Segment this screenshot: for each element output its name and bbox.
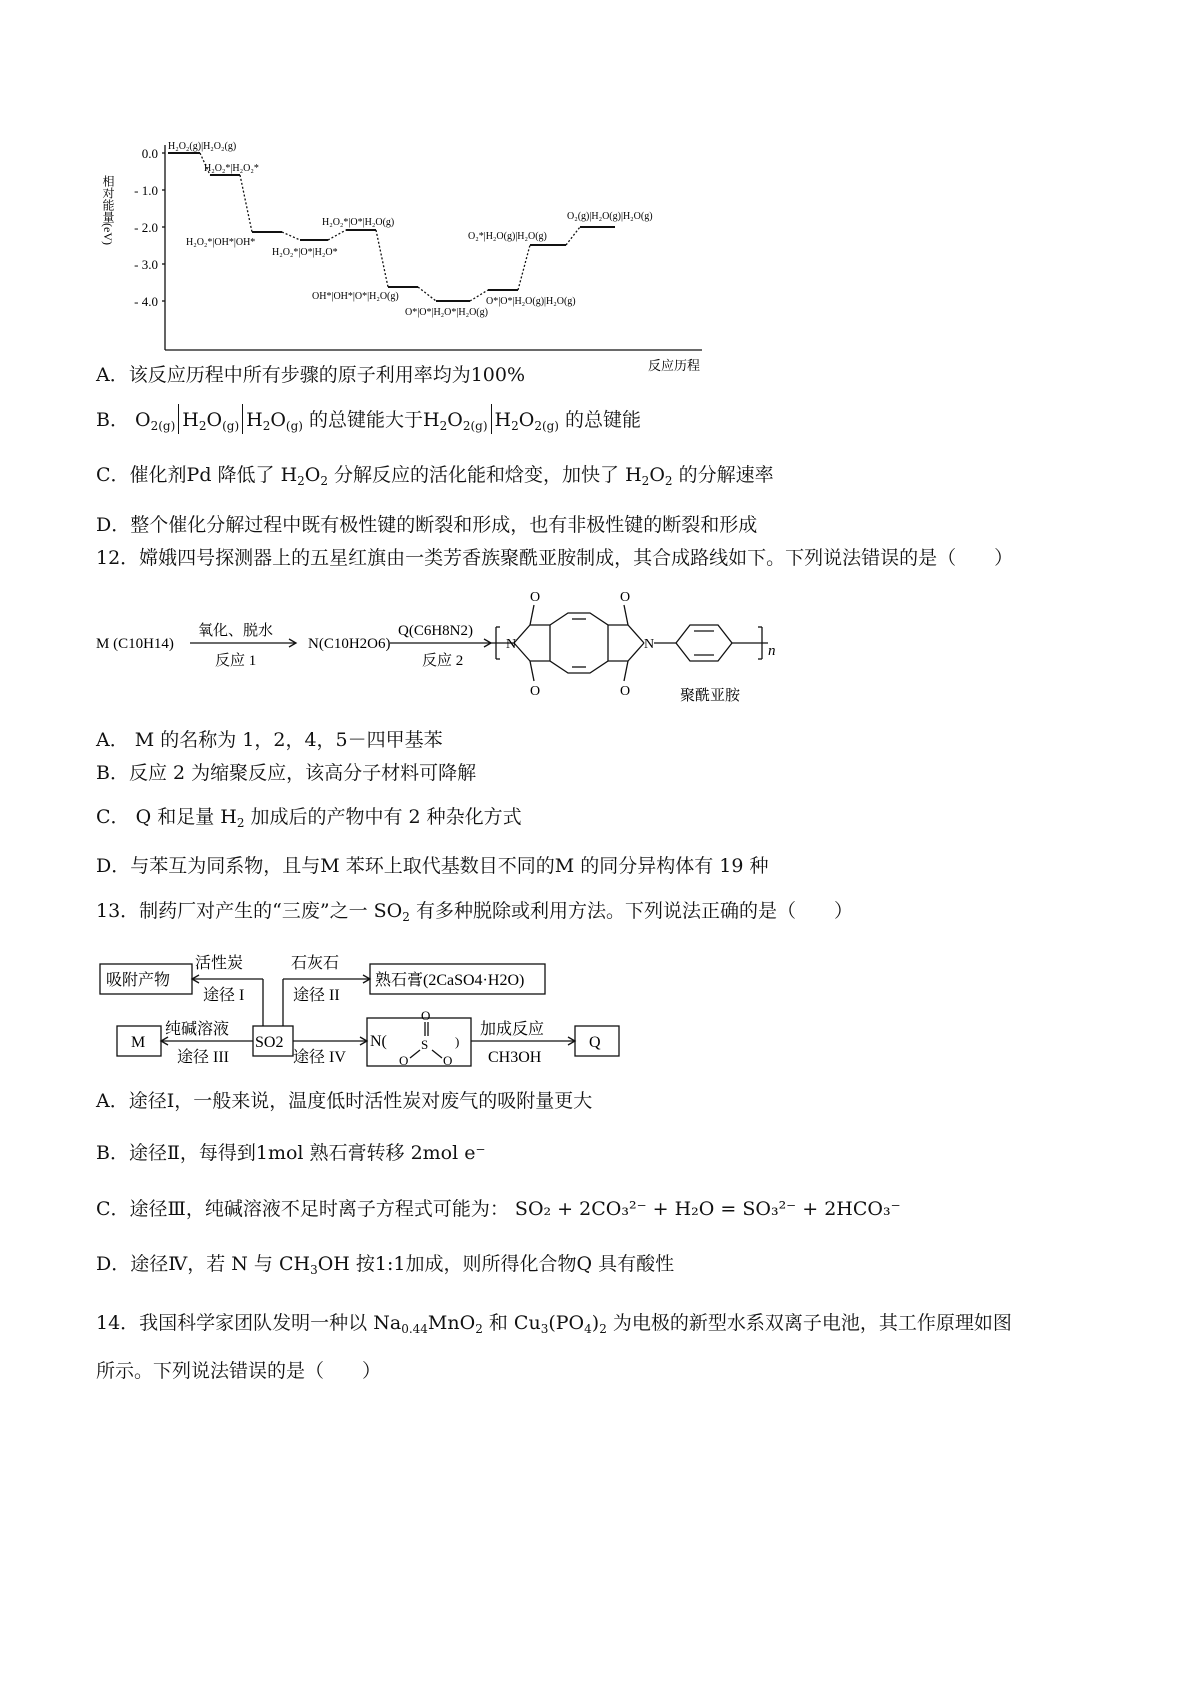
q13-option-d: D．途径Ⅳ，若 N 与 $CH_3OH$ 按1:1加成，则所得化合物Q 具有酸性 bbox=[96, 1253, 675, 1277]
q12-option-c: C． Q 和足量 $H_2$ 加成后的产物中有 2 种杂化方式 bbox=[96, 806, 522, 830]
route-r2-bottom: 反应 2 bbox=[422, 653, 464, 669]
q11-option-c-p3: 的分解速率 bbox=[678, 464, 774, 486]
q11-option-b-mid: 的总键能大于 bbox=[309, 409, 424, 431]
q14-line1-p2: 和 bbox=[488, 1312, 508, 1334]
flow-carbon: 活性炭 bbox=[195, 955, 244, 972]
state-label-5: H₂O₂*|O*|H₂O(g) bbox=[322, 217, 395, 228]
q13-option-c bbox=[96, 1196, 901, 1222]
q13-stem-p1: 13．制药厂对产生的“三废”之一 bbox=[96, 900, 368, 922]
ytick-1: - 1.0 bbox=[134, 183, 158, 198]
flow-soda: 纯碱溶液 bbox=[165, 1021, 230, 1038]
state-label-2: H₂O₂*|H₂O₂* bbox=[204, 163, 259, 174]
polyimide-synthesis-route bbox=[90, 585, 810, 710]
route-r2-top: Q(C6H8N2) bbox=[398, 623, 473, 639]
q13-option-b: B．途径Ⅱ，每得到1mol 熟石膏转移 2mol e⁻ bbox=[96, 1142, 486, 1164]
q14-line1-p3: 为电极的新型水系双离子电池，其工作原理如图 bbox=[612, 1312, 1012, 1334]
flow-addition: 加成反应 bbox=[480, 1021, 545, 1038]
q11-option-c-p1: C．催化剂Pd 降低了 bbox=[96, 464, 275, 486]
q13-stem: 13．制药厂对产生的“三废”之一 $SO_2$ 有多种脱除或利用方法。下列说法正确的是（ ） bbox=[96, 900, 853, 924]
svg-text:O: O bbox=[530, 590, 541, 605]
svg-text:O: O bbox=[530, 684, 541, 699]
q13-option-a: A．途径Ⅰ，一般来说，温度低时活性炭对废气的吸附量更大 bbox=[96, 1090, 593, 1112]
ytick-4: - 4.0 bbox=[134, 294, 158, 309]
flow-path3: 途径 III bbox=[177, 1049, 229, 1066]
svg-text:O: O bbox=[421, 1008, 431, 1023]
q14-stem-line-2: 所示。下列说法错误的是（ ） bbox=[96, 1360, 382, 1382]
flow-limestone: 石灰石 bbox=[291, 955, 340, 972]
svg-text:O: O bbox=[443, 1053, 453, 1068]
q13-option-d-p1: D．途径Ⅳ，若 N 与 bbox=[96, 1253, 273, 1275]
state-label-9: O₂*|H₂O(g)|H₂O(g) bbox=[468, 231, 547, 242]
q12-option-c-p1: C． Q 和足量 bbox=[96, 806, 215, 828]
q11-option-c-p2: 分解反应的活化能和焓变，加快了 bbox=[334, 464, 620, 486]
ytick-2: - 2.0 bbox=[134, 220, 158, 235]
ytick-0: 0.0 bbox=[141, 146, 158, 161]
svg-text:N: N bbox=[506, 637, 517, 652]
flow-so2: SO2 bbox=[255, 1034, 284, 1051]
q14-line1-p1: 14．我国科学家团队发明一种以 bbox=[96, 1312, 368, 1334]
flow-path2: 途径 II bbox=[293, 987, 340, 1004]
state-label-1: H₂O₂(g)|H₂O₂(g) bbox=[168, 141, 237, 152]
flow-path4: 途径 IV bbox=[293, 1049, 346, 1066]
q11-option-b-formula-2: $H_2O_{2(g)}$ $H_2O_{2(g)}$ bbox=[423, 409, 559, 431]
state-label-3: H₂O₂*|OH*|OH* bbox=[186, 237, 256, 248]
svg-text:S: S bbox=[421, 1037, 429, 1052]
energy-profile-diagram bbox=[100, 135, 740, 375]
q11-option-b-prefix: B． bbox=[96, 409, 129, 431]
svg-text:O: O bbox=[399, 1053, 409, 1068]
flow-q: Q bbox=[589, 1034, 601, 1051]
flow-m: M bbox=[131, 1034, 146, 1051]
q12-option-b: B．反应 2 为缩聚反应，该高分子材料可降解 bbox=[96, 762, 477, 784]
flow-path1: 途径 I bbox=[203, 987, 245, 1004]
svg-text:): ) bbox=[455, 1034, 460, 1049]
q13-stem-p2: 有多种脱除或利用方法。下列说法正确的是（ ） bbox=[415, 900, 853, 922]
q13-option-c-p1: C．途径Ⅲ，纯碱溶液不足时离子方程式可能为： bbox=[96, 1198, 509, 1220]
route-n: N(C10H2O6) bbox=[308, 636, 391, 652]
ytick-3: - 3.0 bbox=[134, 257, 158, 272]
q14-stem-line-1: 14．我国科学家团队发明一种以 $Na_{0.44}MnO_2$ 和 $Cu_3(PO_4)_2$ 为电极的新型水系双离子电池，其工作原理如图 bbox=[96, 1312, 1012, 1336]
q11-option-b bbox=[96, 404, 641, 439]
svg-text:O: O bbox=[620, 684, 631, 699]
route-subscript-n: n bbox=[768, 643, 776, 659]
flow-adsorb: 吸附产物 bbox=[106, 972, 171, 989]
q12-option-a: A． M 的名称为 1，2，4，5－四甲基苯 bbox=[96, 729, 443, 751]
state-label-10: O₂(g)|H₂O(g)|H₂O(g) bbox=[567, 211, 653, 222]
state-label-4: H₂O₂*|O*|H₂O* bbox=[272, 247, 338, 258]
flow-n-box: N( bbox=[370, 1033, 387, 1050]
flow-meoh: CH3OH bbox=[488, 1049, 542, 1066]
q11-option-b-suffix: 的总键能 bbox=[565, 409, 642, 431]
route-r1-top: 氧化、脱水 bbox=[198, 623, 274, 639]
q11-option-b-formula-1: $O_{2(g)}$ $H_2O_{(g)}$ $H_2O_{(g)}$ bbox=[135, 409, 303, 431]
x-axis-label: 反应历程 bbox=[647, 358, 700, 373]
svg-text:O: O bbox=[620, 590, 631, 605]
route-r1-bottom: 反应 1 bbox=[215, 653, 257, 669]
y-axis-label: 相对能量(eV) bbox=[101, 175, 115, 245]
q11-option-d: D．整个催化分解过程中既有极性键的断裂和形成，也有非极性键的断裂和形成 bbox=[96, 514, 758, 536]
q12-option-d: D．与苯互为同系物，且与M 苯环上取代基数目不同的M 的同分异构体有 19 种 bbox=[96, 855, 769, 877]
q11-option-a: A．该反应历程中所有步骤的原子利用率均为100% bbox=[96, 364, 526, 386]
q13-option-c-equation: SO₂ + 2CO₃²⁻ + H₂O = SO₃²⁻ + 2HCO₃⁻ bbox=[514, 1198, 901, 1220]
q12-option-c-p2: 加成后的产物中有 2 种杂化方式 bbox=[250, 806, 522, 828]
flow-gypsum: 熟石膏(2CaSO4·H2O) bbox=[375, 972, 525, 989]
q12-stem: 12．嫦娥四号探测器上的五星红旗由一类芳香族聚酰亚胺制成，其合成路线如下。下列说法错误的是（ ） bbox=[96, 547, 1014, 569]
so2-treatment-flow bbox=[95, 946, 675, 1071]
q13-option-d-p2: 按1:1加成，则所得化合物Q 具有酸性 bbox=[355, 1253, 675, 1275]
route-m: M (C10H14) bbox=[96, 636, 174, 652]
svg-text:N: N bbox=[644, 637, 655, 652]
state-label-6: OH*|OH*|O*|H₂O(g) bbox=[312, 291, 399, 302]
q11-option-c: C．催化剂Pd 降低了 $H_2O_2$ 分解反应的活化能和焓变，加快了 $H_2O_2$ 的分解速率 bbox=[96, 464, 774, 488]
state-label-8: O*|O*|H₂O(g)|H₂O(g) bbox=[486, 296, 576, 307]
state-label-7: O*|O*|H₂O*|H₂O(g) bbox=[405, 307, 488, 318]
route-polymer-label: 聚酰亚胺 bbox=[680, 688, 741, 704]
